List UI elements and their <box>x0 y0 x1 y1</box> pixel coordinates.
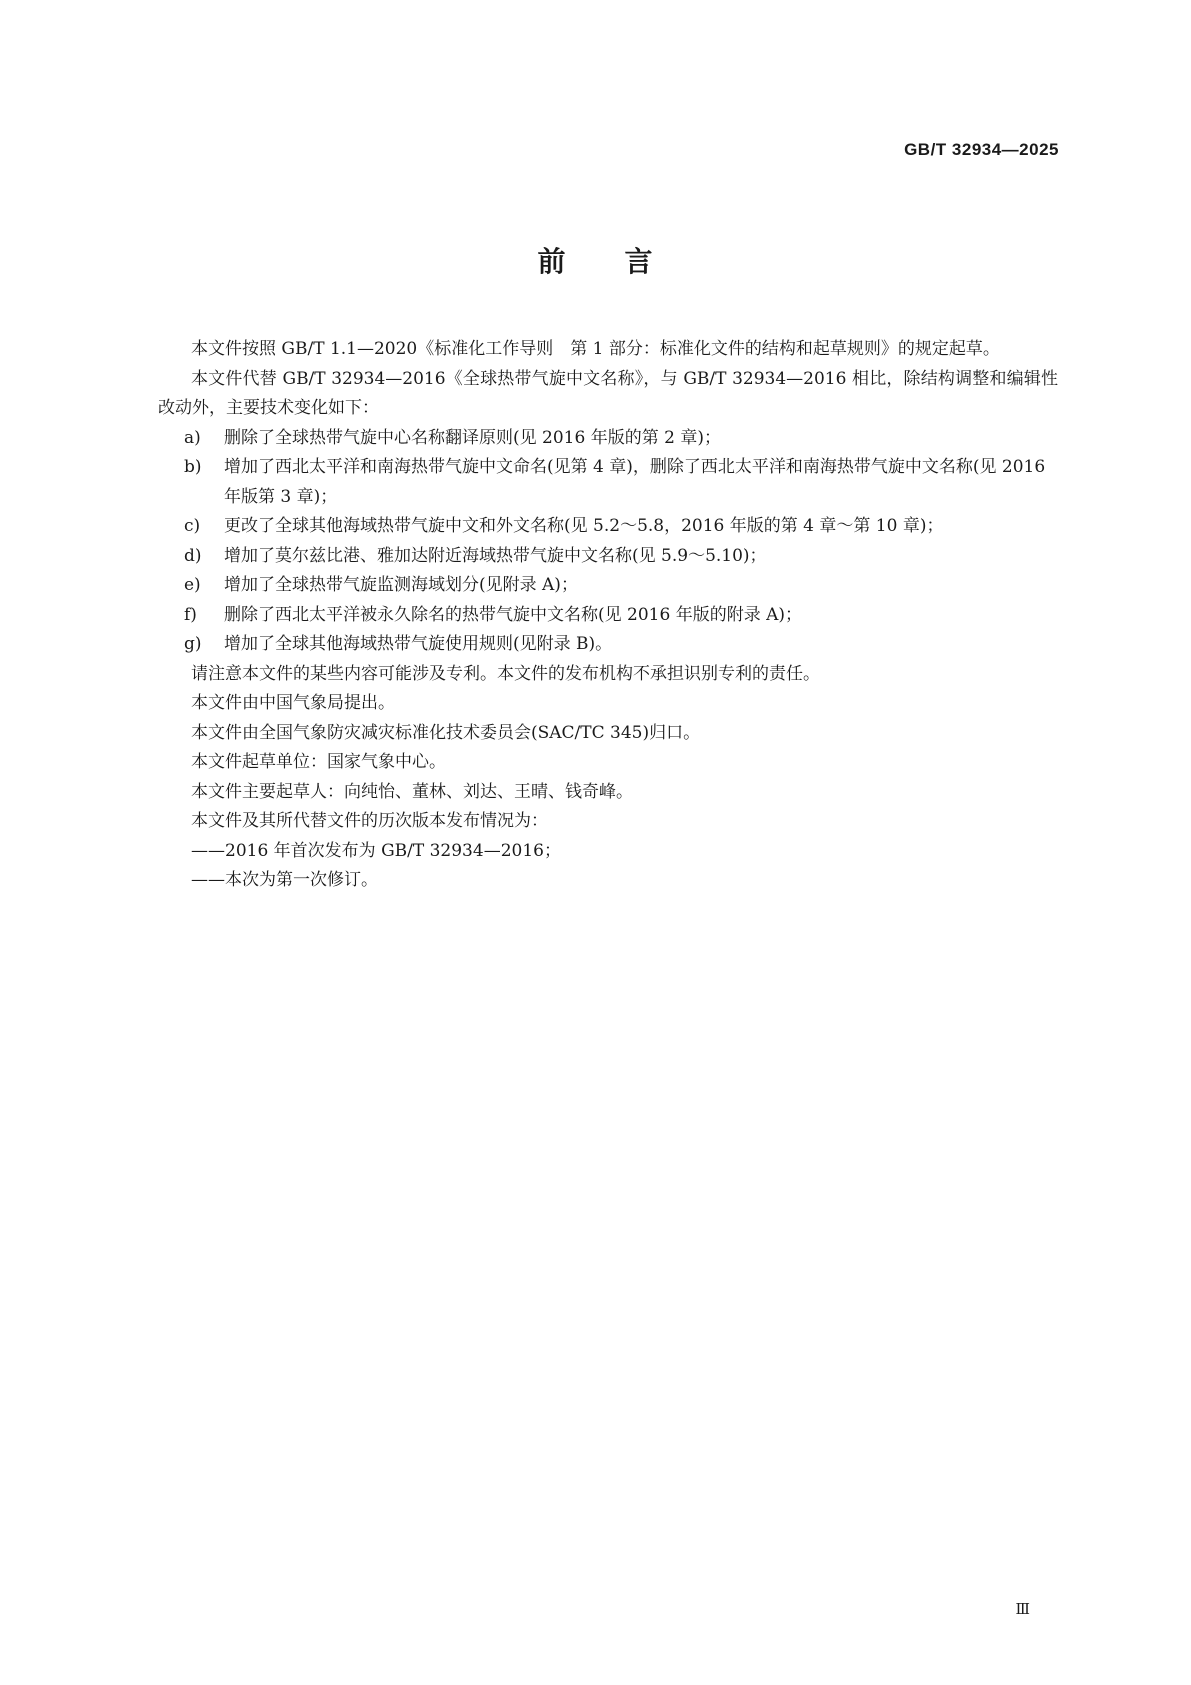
list-item <box>158 601 1058 631</box>
paragraph-drafting-unit: 本文件起草单位：国家气象中心。 <box>191 752 446 772</box>
title-char-2: 言 <box>624 245 654 278</box>
list-item-text: 增加了全球热带气旋监测海域划分(见附录 A)； <box>224 575 578 595</box>
list-marker: e) <box>184 575 201 595</box>
list-item-text: 增加了莫尔兹比港、雅加达附近海域热带气旋中文名称(见 5.9～5.10)； <box>224 545 767 566</box>
list-marker: d) <box>184 545 202 566</box>
list-marker: b) <box>184 457 202 477</box>
page-title <box>0 240 1191 280</box>
list-item <box>158 571 1058 601</box>
paragraph-replacement: 本文件代替 GB/T 32934—2016《全球热带气旋中文名称》，与 GB/T 32934—2016 相比，除结构调整和编辑性改动外，主要技术变化如下： <box>158 368 1058 418</box>
list-item <box>158 453 1058 512</box>
list-item <box>158 542 1058 572</box>
paragraph-proposer: 本文件由中国气象局提出。 <box>191 693 395 713</box>
list-marker: a) <box>184 427 201 448</box>
standard-number: GB/T 32934—2025 <box>904 140 1059 159</box>
paragraph-committee: 本文件由全国气象防灾减灾标准化技术委员会(SAC/TC 345)归口。 <box>191 722 701 743</box>
list-item <box>158 512 1058 542</box>
paragraph-drafters: 本文件主要起草人：向纯怡、董林、刘达、王晴、钱奇峰。 <box>191 781 633 802</box>
list-marker: c) <box>184 516 201 536</box>
changes-list <box>158 424 1058 660</box>
list-item-text: 删除了西北太平洋被永久除名的热带气旋中文名称(见 2016 年版的附录 A)； <box>224 604 803 625</box>
list-item <box>158 630 1058 660</box>
list-item-text: 增加了全球其他海域热带气旋使用规则(见附录 B)。 <box>224 634 613 654</box>
history-item: ——2016 年首次发布为 GB/T 32934—2016； <box>191 840 561 861</box>
paragraph-history-intro: 本文件及其所代替文件的历次版本发布情况为： <box>191 811 548 831</box>
list-marker: f) <box>184 604 197 625</box>
foreword-body <box>158 335 1058 896</box>
list-item-text: 删除了全球热带气旋中心名称翻译原则(见 2016 年版的第 2 章)； <box>224 427 721 448</box>
title-char-1: 前 <box>537 245 567 278</box>
history-list <box>158 837 1058 896</box>
paragraph-patent-notice: 请注意本文件的某些内容可能涉及专利。本文件的发布机构不承担识别专利的责任。 <box>191 663 820 684</box>
list-item-text: 更改了全球其他海域热带气旋中文和外文名称(见 5.2～5.8，2016 年版的第 4 章～第 10 章)； <box>224 516 944 536</box>
history-item: ——本次为第一次修订。 <box>191 870 378 890</box>
list-item <box>158 424 1058 454</box>
list-item-text: 增加了西北太平洋和南海热带气旋中文命名(见第 4 章)，删除了西北太平洋和南海热带气旋中文名称(见 2016 年版第 3 章)； <box>224 457 1046 507</box>
paragraph-drafting-rules: 本文件按照 GB/T 1.1—2020《标准化工作导则 第 1 部分：标准化文件的结构和起草规则》的规定起草。 <box>191 339 1000 359</box>
list-marker: g) <box>184 634 202 654</box>
page-number: Ⅲ <box>1015 1600 1029 1618</box>
